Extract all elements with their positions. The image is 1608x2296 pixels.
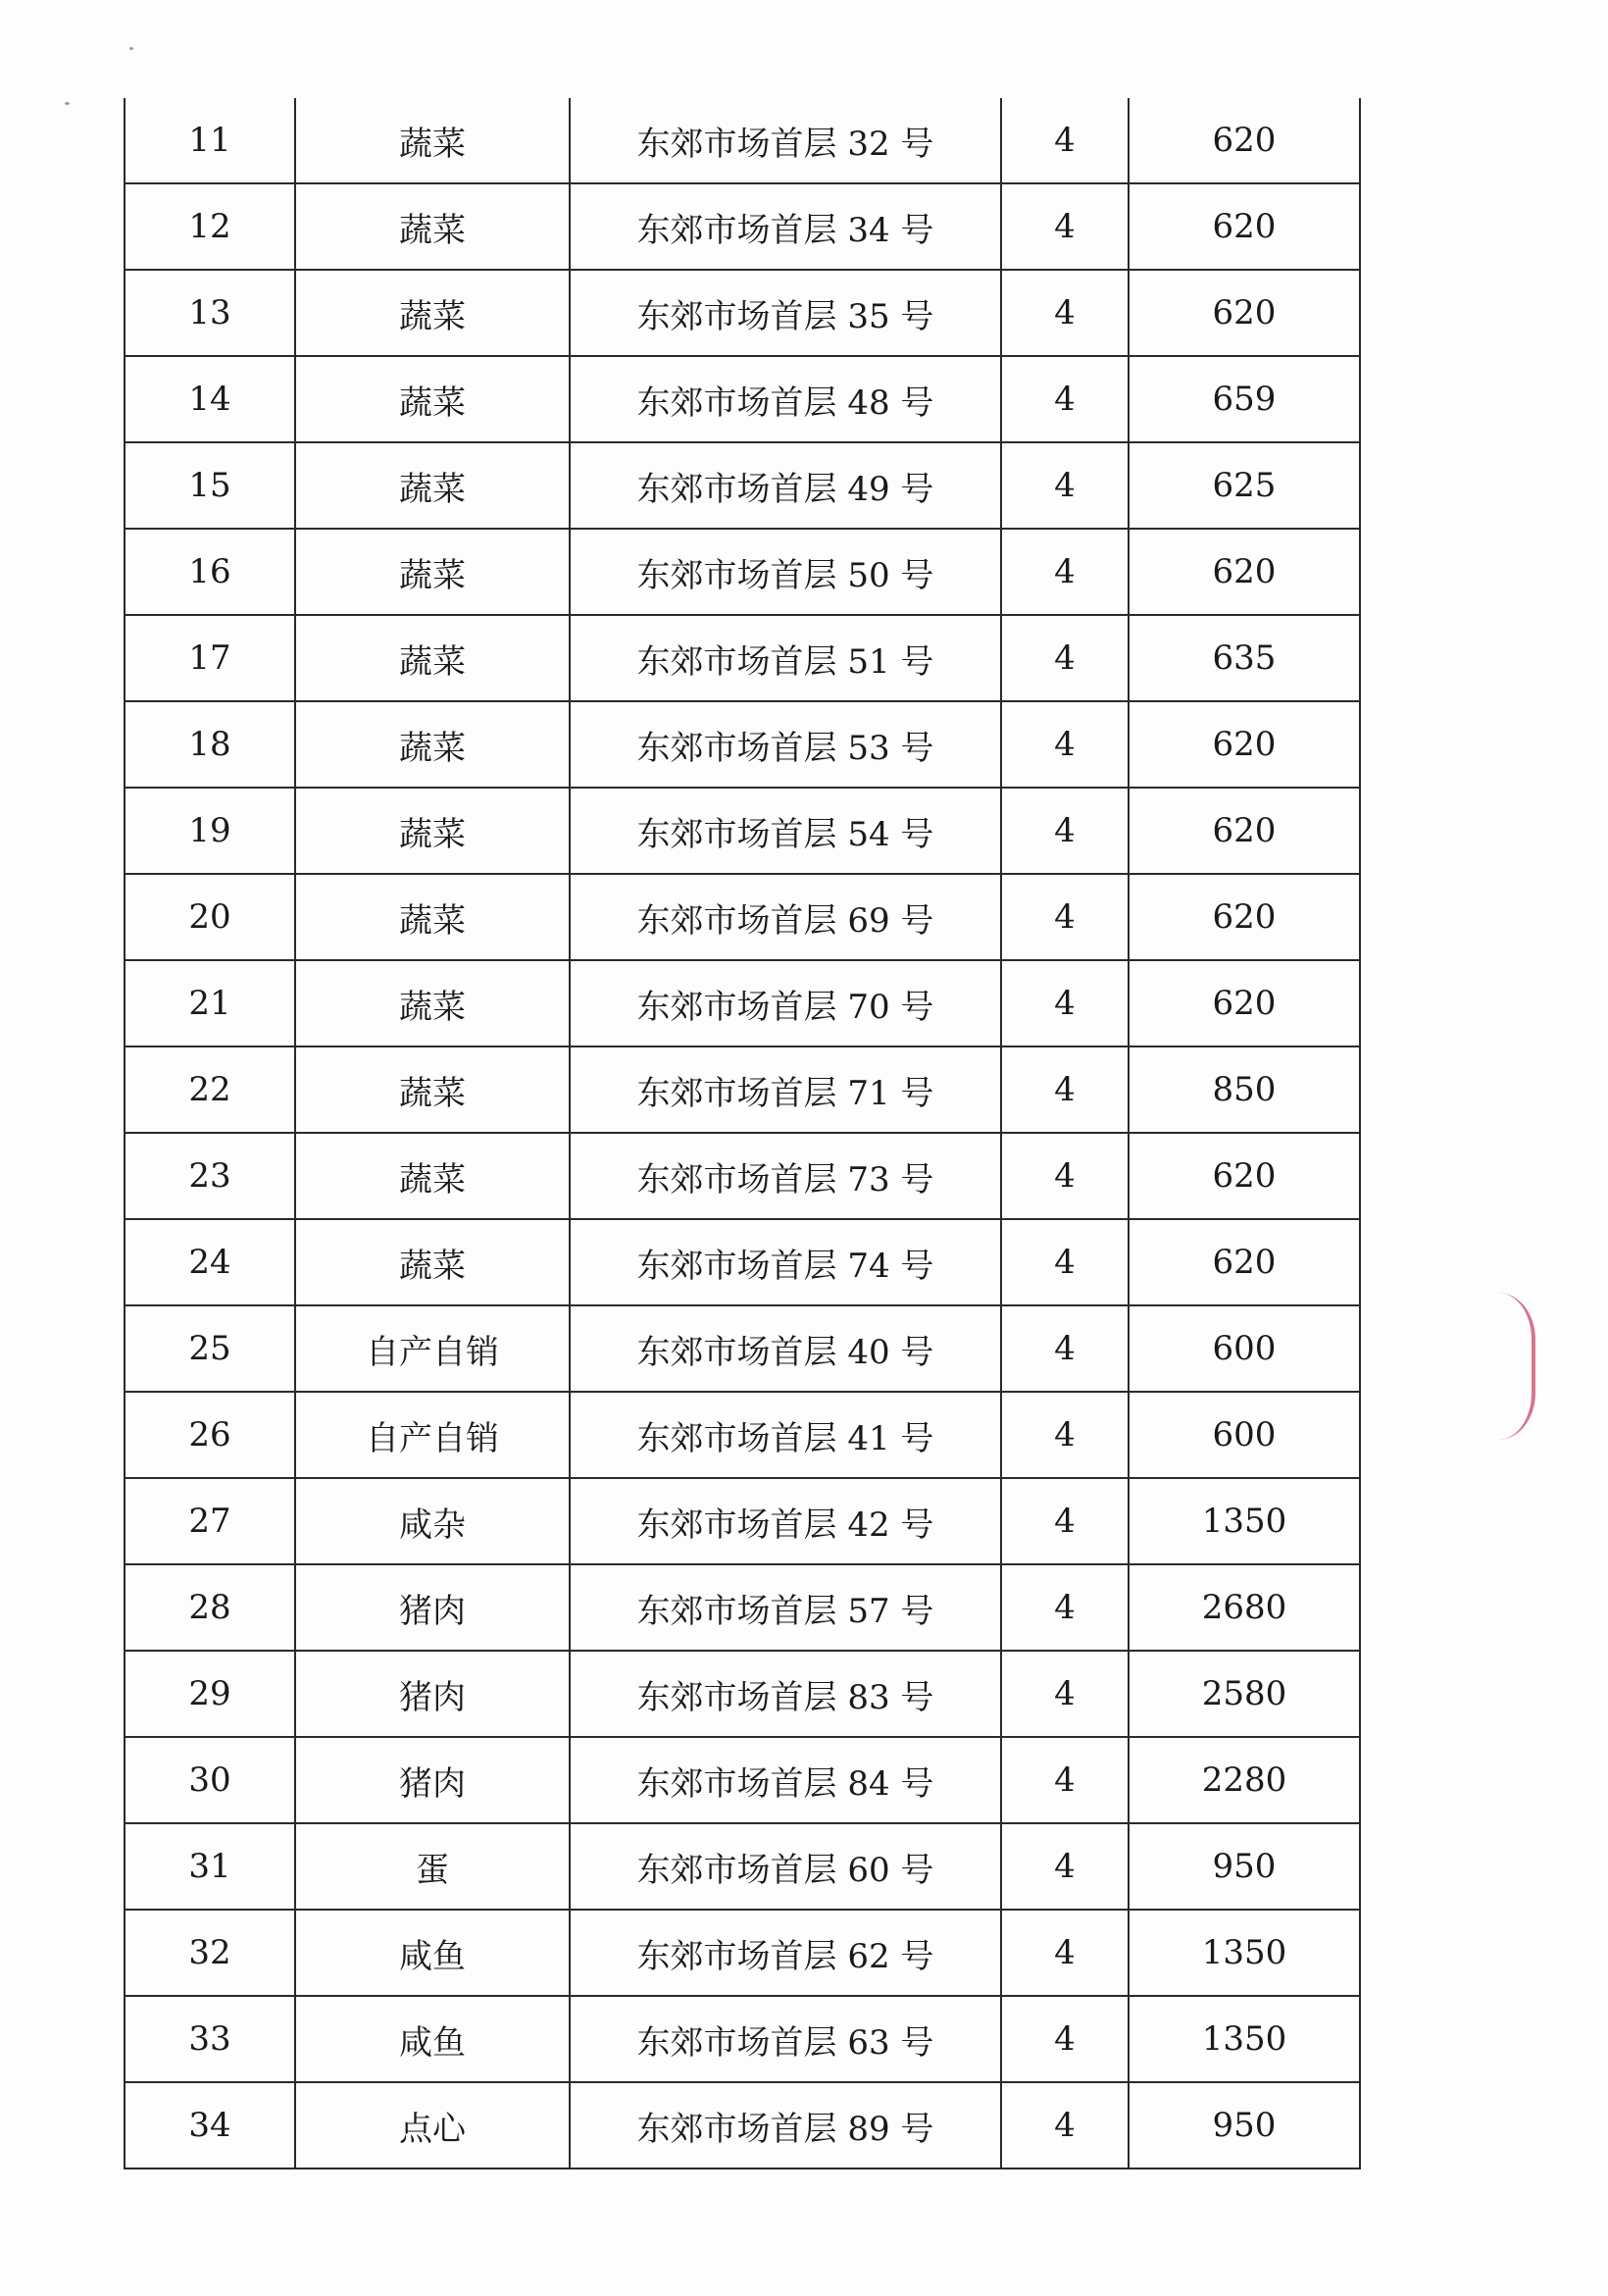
years-cell: 4 [1001, 1133, 1129, 1219]
location-cell: 东郊市场首层 54 号 [570, 788, 1001, 874]
table-row [125, 98, 1360, 183]
location-cell: 东郊市场首层 89 号 [570, 2082, 1001, 2168]
category-cell: 蔬菜 [295, 183, 570, 270]
location-cell: 东郊市场首层 57 号 [570, 1564, 1001, 1651]
table-row [125, 2082, 1360, 2168]
location-cell: 东郊市场首层 35 号 [570, 270, 1001, 356]
category-cell: 蔬菜 [295, 615, 570, 701]
years-cell: 4 [1001, 874, 1129, 960]
price-cell: 600 [1129, 1305, 1360, 1392]
location-cell: 东郊市场首层 42 号 [570, 1478, 1001, 1564]
price-cell: 620 [1129, 270, 1360, 356]
row-number-cell: 19 [125, 788, 295, 874]
table-row [125, 442, 1360, 529]
table-row [125, 1823, 1360, 1910]
table-row [125, 1133, 1360, 1219]
table-row [125, 270, 1360, 356]
price-cell: 620 [1129, 183, 1360, 270]
location-cell: 东郊市场首层 63 号 [570, 1996, 1001, 2082]
row-number-cell: 31 [125, 1823, 295, 1910]
row-number-cell: 15 [125, 442, 295, 529]
scan-speck [65, 102, 70, 105]
price-cell: 2680 [1129, 1564, 1360, 1651]
table-row [125, 1564, 1360, 1651]
category-cell: 蔬菜 [295, 1219, 570, 1305]
table-row [125, 960, 1360, 1046]
row-number-cell: 21 [125, 960, 295, 1046]
scan-speck [129, 47, 133, 50]
price-cell: 635 [1129, 615, 1360, 701]
location-cell: 东郊市场首层 40 号 [570, 1305, 1001, 1392]
years-cell: 4 [1001, 1219, 1129, 1305]
location-cell: 东郊市场首层 51 号 [570, 615, 1001, 701]
row-number-cell: 18 [125, 701, 295, 788]
row-number-cell: 13 [125, 270, 295, 356]
price-cell: 620 [1129, 701, 1360, 788]
table-row [125, 1737, 1360, 1823]
price-cell: 1350 [1129, 1996, 1360, 2082]
location-cell: 东郊市场首层 32 号 [570, 98, 1001, 183]
price-cell: 625 [1129, 442, 1360, 529]
category-cell: 点心 [295, 2082, 570, 2168]
row-number-cell: 17 [125, 615, 295, 701]
category-cell: 自产自销 [295, 1305, 570, 1392]
location-cell: 东郊市场首层 41 号 [570, 1392, 1001, 1478]
location-cell: 东郊市场首层 48 号 [570, 356, 1001, 442]
category-cell: 蔬菜 [295, 788, 570, 874]
location-cell: 东郊市场首层 73 号 [570, 1133, 1001, 1219]
row-number-cell: 33 [125, 1996, 295, 2082]
price-cell: 2580 [1129, 1651, 1360, 1737]
category-cell: 自产自销 [295, 1392, 570, 1478]
location-cell: 东郊市场首层 69 号 [570, 874, 1001, 960]
table-row [125, 788, 1360, 874]
price-cell: 950 [1129, 2082, 1360, 2168]
location-cell: 东郊市场首层 60 号 [570, 1823, 1001, 1910]
location-cell: 东郊市场首层 70 号 [570, 960, 1001, 1046]
years-cell: 4 [1001, 701, 1129, 788]
row-number-cell: 16 [125, 529, 295, 615]
location-cell: 东郊市场首层 71 号 [570, 1046, 1001, 1133]
years-cell: 4 [1001, 1478, 1129, 1564]
row-number-cell: 26 [125, 1392, 295, 1478]
category-cell: 猪肉 [295, 1564, 570, 1651]
table-row [125, 356, 1360, 442]
price-cell: 659 [1129, 356, 1360, 442]
row-number-cell: 20 [125, 874, 295, 960]
years-cell: 4 [1001, 1392, 1129, 1478]
years-cell: 4 [1001, 183, 1129, 270]
location-cell: 东郊市场首层 53 号 [570, 701, 1001, 788]
table-row [125, 1046, 1360, 1133]
price-cell: 1350 [1129, 1910, 1360, 1996]
table-row [125, 1219, 1360, 1305]
category-cell: 咸杂 [295, 1478, 570, 1564]
stall-table [124, 98, 1361, 2169]
years-cell: 4 [1001, 1651, 1129, 1737]
category-cell: 蔬菜 [295, 270, 570, 356]
price-cell: 620 [1129, 788, 1360, 874]
years-cell: 4 [1001, 529, 1129, 615]
row-number-cell: 14 [125, 356, 295, 442]
row-number-cell: 25 [125, 1305, 295, 1392]
row-number-cell: 12 [125, 183, 295, 270]
years-cell: 4 [1001, 615, 1129, 701]
location-cell: 东郊市场首层 84 号 [570, 1737, 1001, 1823]
category-cell: 咸鱼 [295, 1996, 570, 2082]
category-cell: 蔬菜 [295, 98, 570, 183]
years-cell: 4 [1001, 442, 1129, 529]
category-cell: 猪肉 [295, 1651, 570, 1737]
location-cell: 东郊市场首层 34 号 [570, 183, 1001, 270]
table-row [125, 1478, 1360, 1564]
category-cell: 蔬菜 [295, 1133, 570, 1219]
table-row [125, 1392, 1360, 1478]
row-number-cell: 28 [125, 1564, 295, 1651]
table-row [125, 615, 1360, 701]
category-cell: 蛋 [295, 1823, 570, 1910]
table-row [125, 701, 1360, 788]
price-cell: 850 [1129, 1046, 1360, 1133]
row-number-cell: 23 [125, 1133, 295, 1219]
years-cell: 4 [1001, 270, 1129, 356]
table-row [125, 183, 1360, 270]
years-cell: 4 [1001, 1737, 1129, 1823]
table-row [125, 1910, 1360, 1996]
price-cell: 950 [1129, 1823, 1360, 1910]
row-number-cell: 11 [125, 98, 295, 183]
category-cell: 咸鱼 [295, 1910, 570, 1996]
location-cell: 东郊市场首层 74 号 [570, 1219, 1001, 1305]
years-cell: 4 [1001, 1305, 1129, 1392]
years-cell: 4 [1001, 98, 1129, 183]
table-row [125, 1651, 1360, 1737]
price-cell: 2280 [1129, 1737, 1360, 1823]
years-cell: 4 [1001, 1996, 1129, 2082]
price-cell: 620 [1129, 1219, 1360, 1305]
row-number-cell: 24 [125, 1219, 295, 1305]
category-cell: 蔬菜 [295, 960, 570, 1046]
price-cell: 1350 [1129, 1478, 1360, 1564]
years-cell: 4 [1001, 356, 1129, 442]
years-cell: 4 [1001, 1564, 1129, 1651]
table-row [125, 1305, 1360, 1392]
price-cell: 620 [1129, 98, 1360, 183]
years-cell: 4 [1001, 2082, 1129, 2168]
category-cell: 蔬菜 [295, 1046, 570, 1133]
price-cell: 620 [1129, 529, 1360, 615]
location-cell: 东郊市场首层 83 号 [570, 1651, 1001, 1737]
category-cell: 蔬菜 [295, 442, 570, 529]
years-cell: 4 [1001, 1823, 1129, 1910]
row-number-cell: 22 [125, 1046, 295, 1133]
location-cell: 东郊市场首层 62 号 [570, 1910, 1001, 1996]
years-cell: 4 [1001, 788, 1129, 874]
stall-table-body [125, 98, 1360, 2168]
red-seal-stamp [1498, 1293, 1535, 1440]
price-cell: 620 [1129, 960, 1360, 1046]
row-number-cell: 27 [125, 1478, 295, 1564]
row-number-cell: 32 [125, 1910, 295, 1996]
location-cell: 东郊市场首层 49 号 [570, 442, 1001, 529]
price-cell: 620 [1129, 874, 1360, 960]
category-cell: 猪肉 [295, 1737, 570, 1823]
row-number-cell: 34 [125, 2082, 295, 2168]
years-cell: 4 [1001, 1046, 1129, 1133]
table-row [125, 529, 1360, 615]
location-cell: 东郊市场首层 50 号 [570, 529, 1001, 615]
category-cell: 蔬菜 [295, 874, 570, 960]
years-cell: 4 [1001, 960, 1129, 1046]
table-row [125, 1996, 1360, 2082]
table-row [125, 874, 1360, 960]
price-cell: 620 [1129, 1133, 1360, 1219]
row-number-cell: 30 [125, 1737, 295, 1823]
category-cell: 蔬菜 [295, 529, 570, 615]
row-number-cell: 29 [125, 1651, 295, 1737]
price-cell: 600 [1129, 1392, 1360, 1478]
category-cell: 蔬菜 [295, 701, 570, 788]
years-cell: 4 [1001, 1910, 1129, 1996]
category-cell: 蔬菜 [295, 356, 570, 442]
